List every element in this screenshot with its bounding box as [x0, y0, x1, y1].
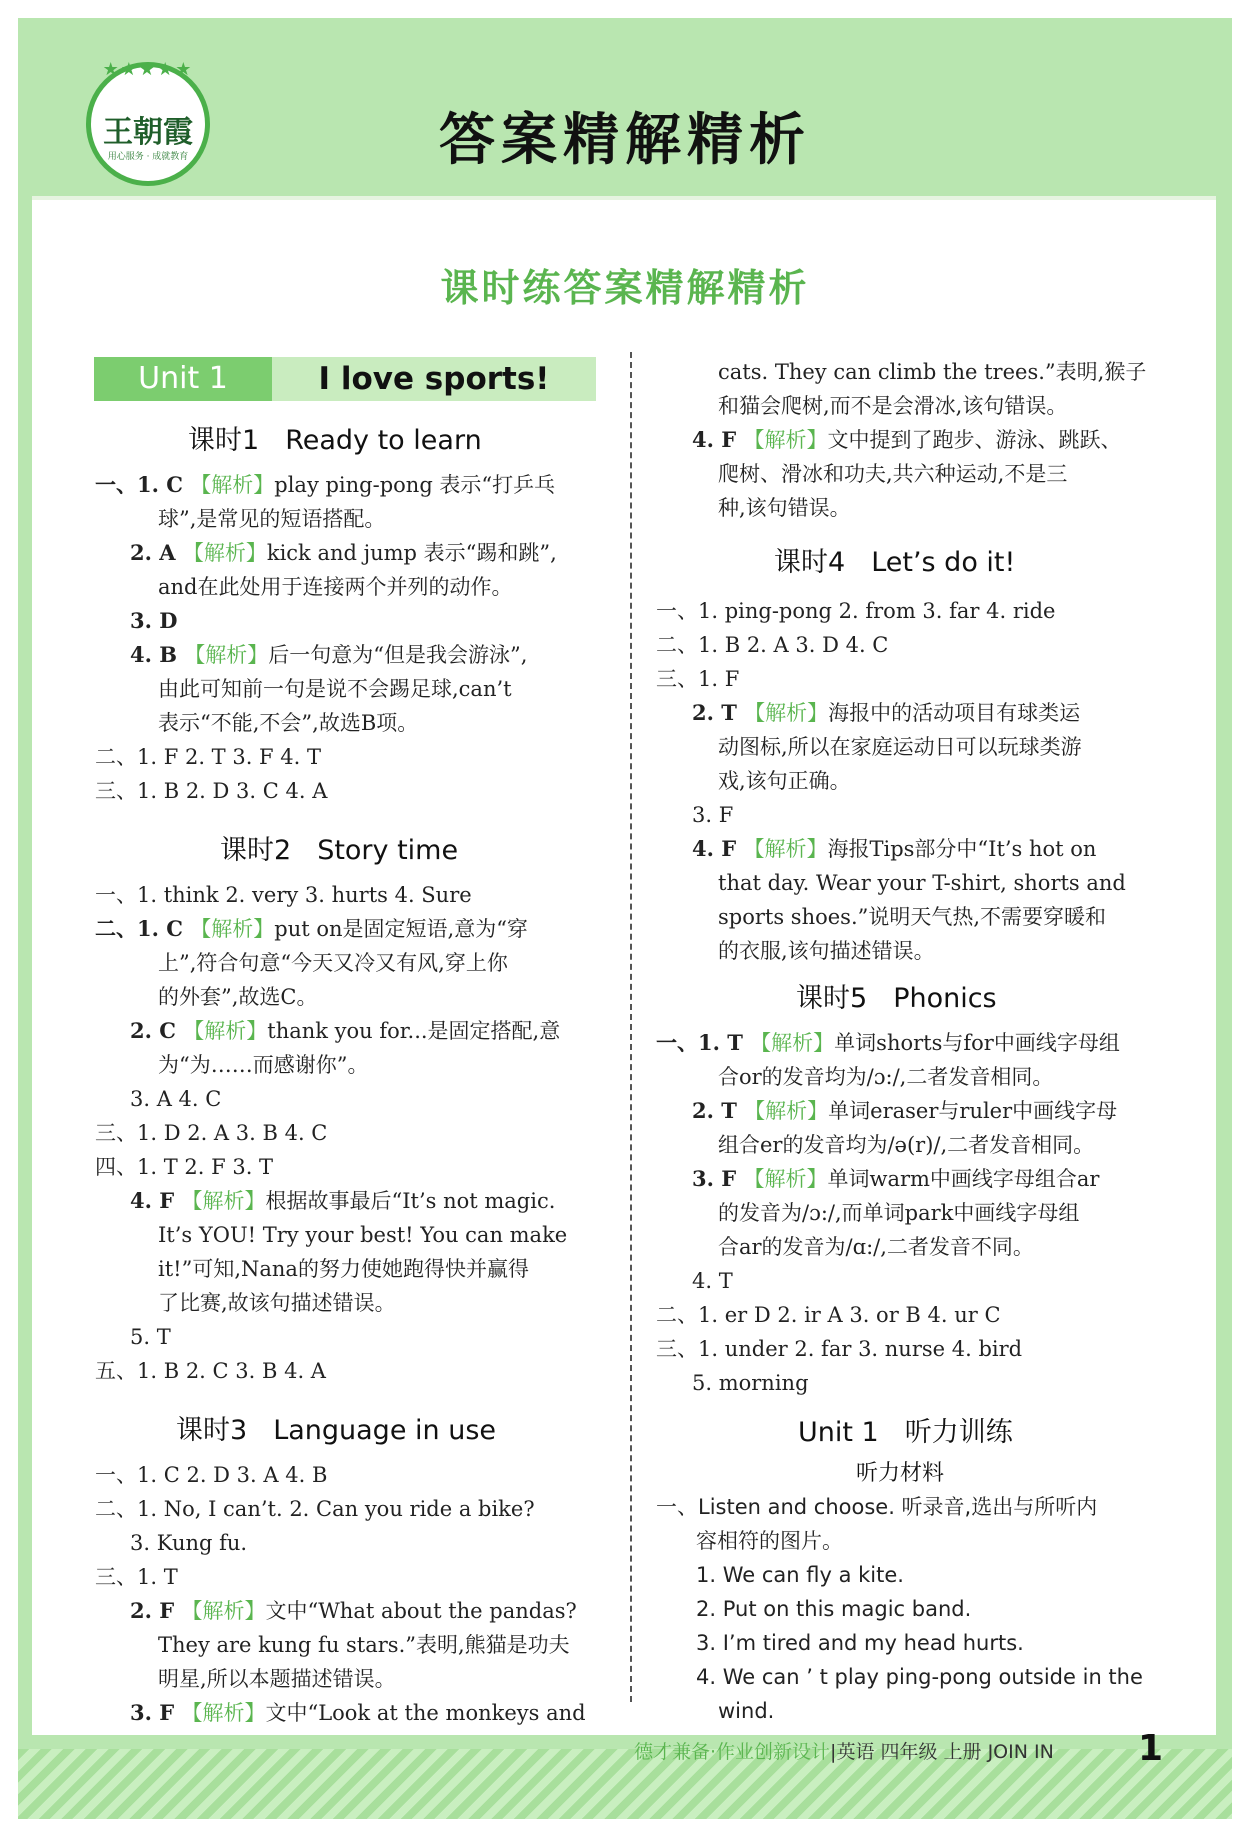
lesson-label: 课时3: [176, 1415, 248, 1446]
left-answer-line: [130, 1082, 221, 1116]
answer-text: 一、Listen and choose. 听录音,选出与所听内: [656, 1495, 1098, 1519]
right-answer-line: [718, 1230, 1034, 1264]
answer-text: 合ar的发音为/ɑ:/,二者发音不同。: [718, 1235, 1034, 1259]
question-number: 2. T: [692, 700, 745, 725]
right-answer-line: [718, 900, 1106, 934]
section-title: 课时练答案精解精析: [440, 266, 810, 310]
right-answer-line: [656, 1298, 1001, 1332]
right-answer-line: [696, 1660, 1143, 1694]
lesson-label: Unit 1: [798, 1417, 879, 1448]
right-answer-line: [718, 389, 1067, 423]
left-answer-line: [158, 1218, 567, 1252]
analysis-tag: 【解析】: [181, 1599, 266, 1623]
answer-text: 单词warm中画线字母组合ar: [827, 1167, 1100, 1191]
analysis-tag: 【解析】: [743, 1167, 828, 1191]
left-answer-line: [95, 1116, 327, 1150]
lesson-title: Ready to learn: [285, 425, 482, 456]
logo-text: 王朝霞: [103, 115, 193, 150]
right-answer-line: [692, 832, 1096, 866]
answer-text: 3. A 4. C: [130, 1087, 222, 1111]
answer-text: 三、1. B 2. D 3. C 4. A: [95, 779, 328, 803]
lesson-title: Story time: [317, 835, 459, 866]
answer-text: 四、1. T 2. F 3. T: [95, 1155, 274, 1179]
answer-text: 1. We can fly a kite.: [696, 1563, 904, 1587]
question-number: 4. B: [130, 642, 185, 667]
left-answer-line: [95, 468, 555, 502]
answer-text: 动图标,所以在家庭运动日可以玩球类游: [718, 735, 1082, 759]
right-answer-line: [696, 1524, 843, 1558]
footer-brand: 德才兼备·作业创新设计: [634, 1741, 831, 1763]
right-answer-line: [718, 491, 851, 525]
answer-text: and在此处用于连接两个并列的动作。: [158, 575, 513, 599]
left-answer-line: [130, 1184, 555, 1218]
left-answer-line: [95, 912, 528, 946]
right-answer-line: [696, 1626, 1024, 1660]
question-number: 2. A: [130, 540, 183, 565]
right-answer-line: [692, 798, 733, 832]
left-answer-line: [158, 1048, 368, 1082]
analysis-tag: 【解析】: [750, 1031, 835, 1055]
left-answer-line: [158, 1628, 570, 1662]
listening-heading: [798, 1410, 1013, 1449]
analysis-tag: 【解析】: [184, 643, 269, 667]
right-answer-line: [656, 1490, 1097, 1524]
answer-text: 二、1. B 2. A 3. D 4. C: [656, 633, 889, 657]
lesson-title: Language in use: [273, 1415, 497, 1446]
answer-text: 5. T: [130, 1325, 171, 1349]
answer-text: 和猫会爬树,而不是会滑冰,该句错误。: [718, 394, 1068, 418]
right-answer-line: [718, 764, 851, 798]
right-answer-line: [656, 594, 1055, 628]
right-answer-line: [718, 934, 935, 968]
answer-text: 的发音为/ɔ:/,而单词park中画线字母组: [718, 1201, 1080, 1225]
right-answer-line: [656, 1026, 1120, 1060]
right-answer-line: [718, 1196, 1079, 1230]
answer-text: 文中“What about the pandas?: [265, 1599, 577, 1623]
answer-text: 一、1. think 2. very 3. hurts 4. Sure: [95, 883, 472, 907]
lesson-heading-3: [176, 1408, 496, 1447]
answer-text: 五、1. B 2. C 3. B 4. A: [95, 1359, 326, 1383]
right-answer-line: [692, 423, 1121, 457]
left-answer-line: [130, 536, 557, 570]
analysis-tag: 【解析】: [182, 541, 267, 565]
answer-text: play ping-pong 表示“打乒乓: [274, 473, 556, 497]
question-number: 二、1. C: [95, 916, 191, 941]
analysis-tag: 【解析】: [183, 1019, 268, 1043]
answer-text: put on是固定短语,意为“穿: [274, 917, 528, 941]
page-title: 答案精解精析: [439, 108, 811, 173]
answer-text: 明星,所以本题描述错误。: [158, 1667, 396, 1691]
answer-text: thank you for...是固定搭配,意: [267, 1019, 561, 1043]
answer-text: 2. Put on this magic band.: [696, 1597, 972, 1621]
answer-text: 海报中的活动项目有球类运: [828, 701, 1081, 725]
left-answer-line: [95, 740, 321, 774]
answer-text: 单词shorts与for中画线字母组: [834, 1031, 1120, 1055]
right-answer-line: [692, 1162, 1099, 1196]
left-answer-line: [130, 1320, 171, 1354]
answer-text: 3. I’m tired and my head hurts.: [696, 1631, 1024, 1655]
left-answer-line: [158, 570, 513, 604]
answer-text: 文中“Look at the monkeys and: [265, 1701, 586, 1725]
answer-text: 文中提到了跑步、游泳、跳跃、: [827, 428, 1122, 452]
question-number: 一、1. C: [95, 472, 191, 497]
answer-text: 容相符的图片。: [696, 1529, 843, 1553]
analysis-tag: 【解析】: [744, 701, 829, 725]
answer-text: 4. T: [692, 1269, 733, 1293]
logo-stars: ★★★★★: [102, 59, 194, 80]
right-answer-line: [656, 1332, 1022, 1366]
answer-text: 3. F: [692, 803, 734, 827]
answer-text: 5. morning: [692, 1371, 809, 1395]
answer-text: 上”,符合句意“今天又冷又有风,穿上你: [158, 951, 508, 975]
left-answer-line: [95, 774, 327, 808]
right-answer-line: [692, 696, 1080, 730]
left-answer-line: [158, 1286, 396, 1320]
logo-subtitle: 用心服务 · 成就教育: [107, 152, 189, 162]
right-answer-line: [696, 1592, 971, 1626]
question-number: 3. F: [692, 1166, 744, 1191]
answer-text: 种,该句错误。: [718, 496, 851, 520]
question-number: 2. F: [130, 1598, 182, 1623]
left-answer-line: [158, 502, 385, 536]
lesson-title: 听力训练: [904, 1417, 1013, 1448]
unit-name: I love sports!: [318, 361, 550, 397]
left-answer-line: [130, 1594, 577, 1628]
answer-text: 4. We can ’ t play ping-pong outside in the: [696, 1665, 1143, 1689]
answer-text: 的外套”,故选C。: [158, 985, 318, 1009]
answer-text: 三、1. F: [656, 667, 740, 691]
lesson-label: 课时5: [796, 983, 868, 1014]
footer-info: |英语 四年级 上册 JOIN IN: [830, 1741, 1054, 1763]
analysis-tag: 【解析】: [181, 1701, 266, 1725]
lesson-label: 课时2: [220, 835, 292, 866]
right-answer-line: [718, 730, 1082, 764]
right-answer-line: [718, 866, 1126, 900]
answer-text: 三、1. T: [95, 1565, 178, 1589]
left-answer-line: [130, 1696, 586, 1730]
answer-text: cats. They can climb the trees.”表明,猴子: [718, 360, 1147, 384]
answer-text: 由此可知前一句是说不会踢足球,can’t: [158, 677, 512, 701]
answer-text: wind.: [718, 1699, 775, 1723]
left-answer-line: [158, 980, 317, 1014]
left-answer-line: [95, 1492, 535, 1526]
left-answer-line: [95, 1560, 178, 1594]
left-answer-line: [95, 1458, 327, 1492]
right-answer-line: [718, 1694, 774, 1728]
answer-text: 球”,是常见的短语搭配。: [158, 507, 386, 531]
right-answer-line: [718, 457, 1067, 491]
left-answer-line: [158, 946, 508, 980]
answer-text: 后一句意为“但是我会游泳”,: [268, 643, 528, 667]
unit-banner: [94, 357, 596, 401]
left-answer-line: [158, 1662, 396, 1696]
lesson-title: Let’s do it!: [871, 547, 1016, 578]
answer-text: 三、1. D 2. A 3. B 4. C: [95, 1121, 328, 1145]
answer-text: 二、1. F 2. T 3. F 4. T: [95, 745, 322, 769]
left-answer-line: [95, 878, 472, 912]
answer-text: 戏,该句正确。: [718, 769, 851, 793]
analysis-tag: 【解析】: [190, 473, 275, 497]
lesson-label: 课时1: [188, 425, 260, 456]
answer-text: 二、1. No, I can’t. 2. Can you ride a bike?: [95, 1497, 535, 1521]
question-number: 3. D: [130, 608, 178, 633]
left-answer-line: [95, 1150, 273, 1184]
answer-text: kick and jump 表示“踢和跳”,: [266, 541, 557, 565]
lesson-label: 课时4: [774, 547, 846, 578]
analysis-tag: 【解析】: [744, 1099, 829, 1123]
lesson-heading-5: [796, 976, 997, 1015]
answer-text: 3. Kung fu.: [130, 1531, 248, 1555]
column-divider: [630, 352, 632, 1702]
lesson-heading-4: [774, 540, 1015, 579]
left-answer-line: [130, 1014, 560, 1048]
answer-text: 听力材料: [856, 1461, 945, 1486]
unit-tag: Unit 1: [94, 357, 272, 401]
answer-text: 海报Tips部分中“It’s hot on: [827, 837, 1097, 861]
answer-text: They are kung fu stars.”表明,熊猫是功夫: [158, 1633, 570, 1657]
left-answer-line: [130, 1526, 247, 1560]
answer-text: 合or的发音均为/ɔ:/,二者发音相同。: [718, 1065, 1054, 1089]
right-answer-line: [718, 1060, 1053, 1094]
right-answer-line: [692, 1366, 809, 1400]
answer-text: it!”可知,Nana的努力使她跑得快并赢得: [158, 1257, 529, 1281]
analysis-tag: 【解析】: [190, 917, 275, 941]
right-answer-line: [856, 1456, 944, 1487]
answer-text: It’s YOU! Try your best! You can make: [158, 1223, 568, 1247]
left-answer-line: [130, 604, 177, 638]
right-answer-line: [718, 1128, 1094, 1162]
question-number: 2. C: [130, 1018, 184, 1043]
footer: [634, 1737, 1054, 1764]
right-answer-line: [718, 355, 1146, 389]
left-answer-line: [95, 1354, 326, 1388]
right-answer-line: [656, 628, 888, 662]
left-answer-line: [130, 638, 527, 672]
analysis-tag: 【解析】: [743, 837, 828, 861]
answer-text: 二、1. er D 2. ir A 3. or B 4. ur C: [656, 1303, 1001, 1327]
answer-text: 单词eraser与ruler中画线字母: [828, 1099, 1118, 1123]
lesson-title: Phonics: [893, 983, 997, 1014]
right-answer-line: [692, 1264, 733, 1298]
answer-text: 组合er的发音均为/ə(r)/,二者发音相同。: [718, 1133, 1095, 1157]
answer-text: that day. Wear your T-shirt, shorts and: [718, 871, 1126, 895]
right-answer-line: [692, 1094, 1117, 1128]
answer-text: 为“为……而感谢你”。: [158, 1053, 369, 1077]
answer-text: 根据故事最后“It’s not magic.: [265, 1189, 556, 1213]
answer-text: 表示“不能,不会”,故选B项。: [158, 711, 419, 735]
question-number: 2. T: [692, 1098, 745, 1123]
lesson-heading-1: [188, 418, 482, 457]
right-answer-line: [696, 1558, 904, 1592]
left-answer-line: [158, 1252, 529, 1286]
question-number: 4. F: [692, 427, 744, 452]
analysis-tag: 【解析】: [743, 428, 828, 452]
answer-text: 的衣服,该句描述错误。: [718, 939, 935, 963]
question-number: 3. F: [130, 1700, 182, 1725]
analysis-tag: 【解析】: [181, 1189, 266, 1213]
question-number: 4. F: [130, 1188, 182, 1213]
answer-text: 一、1. C 2. D 3. A 4. B: [95, 1463, 328, 1487]
lesson-heading-2: [220, 828, 458, 867]
left-answer-line: [158, 672, 512, 706]
question-number: 4. F: [692, 836, 744, 861]
left-answer-line: [158, 706, 418, 740]
answer-text: 三、1. under 2. far 3. nurse 4. bird: [656, 1337, 1023, 1361]
answer-text: 一、1. ping-pong 2. from 3. far 4. ride: [656, 599, 1056, 623]
page-number: 1: [1138, 1728, 1164, 1769]
right-answer-line: [656, 662, 739, 696]
answer-text: sports shoes.”说明天气热,不需要穿暖和: [718, 905, 1107, 929]
question-number: 一、1. T: [656, 1030, 751, 1055]
answer-text: 爬树、滑冰和功夫,共六种运动,不是三: [718, 462, 1068, 486]
answer-text: 了比赛,故该句描述错误。: [158, 1291, 396, 1315]
